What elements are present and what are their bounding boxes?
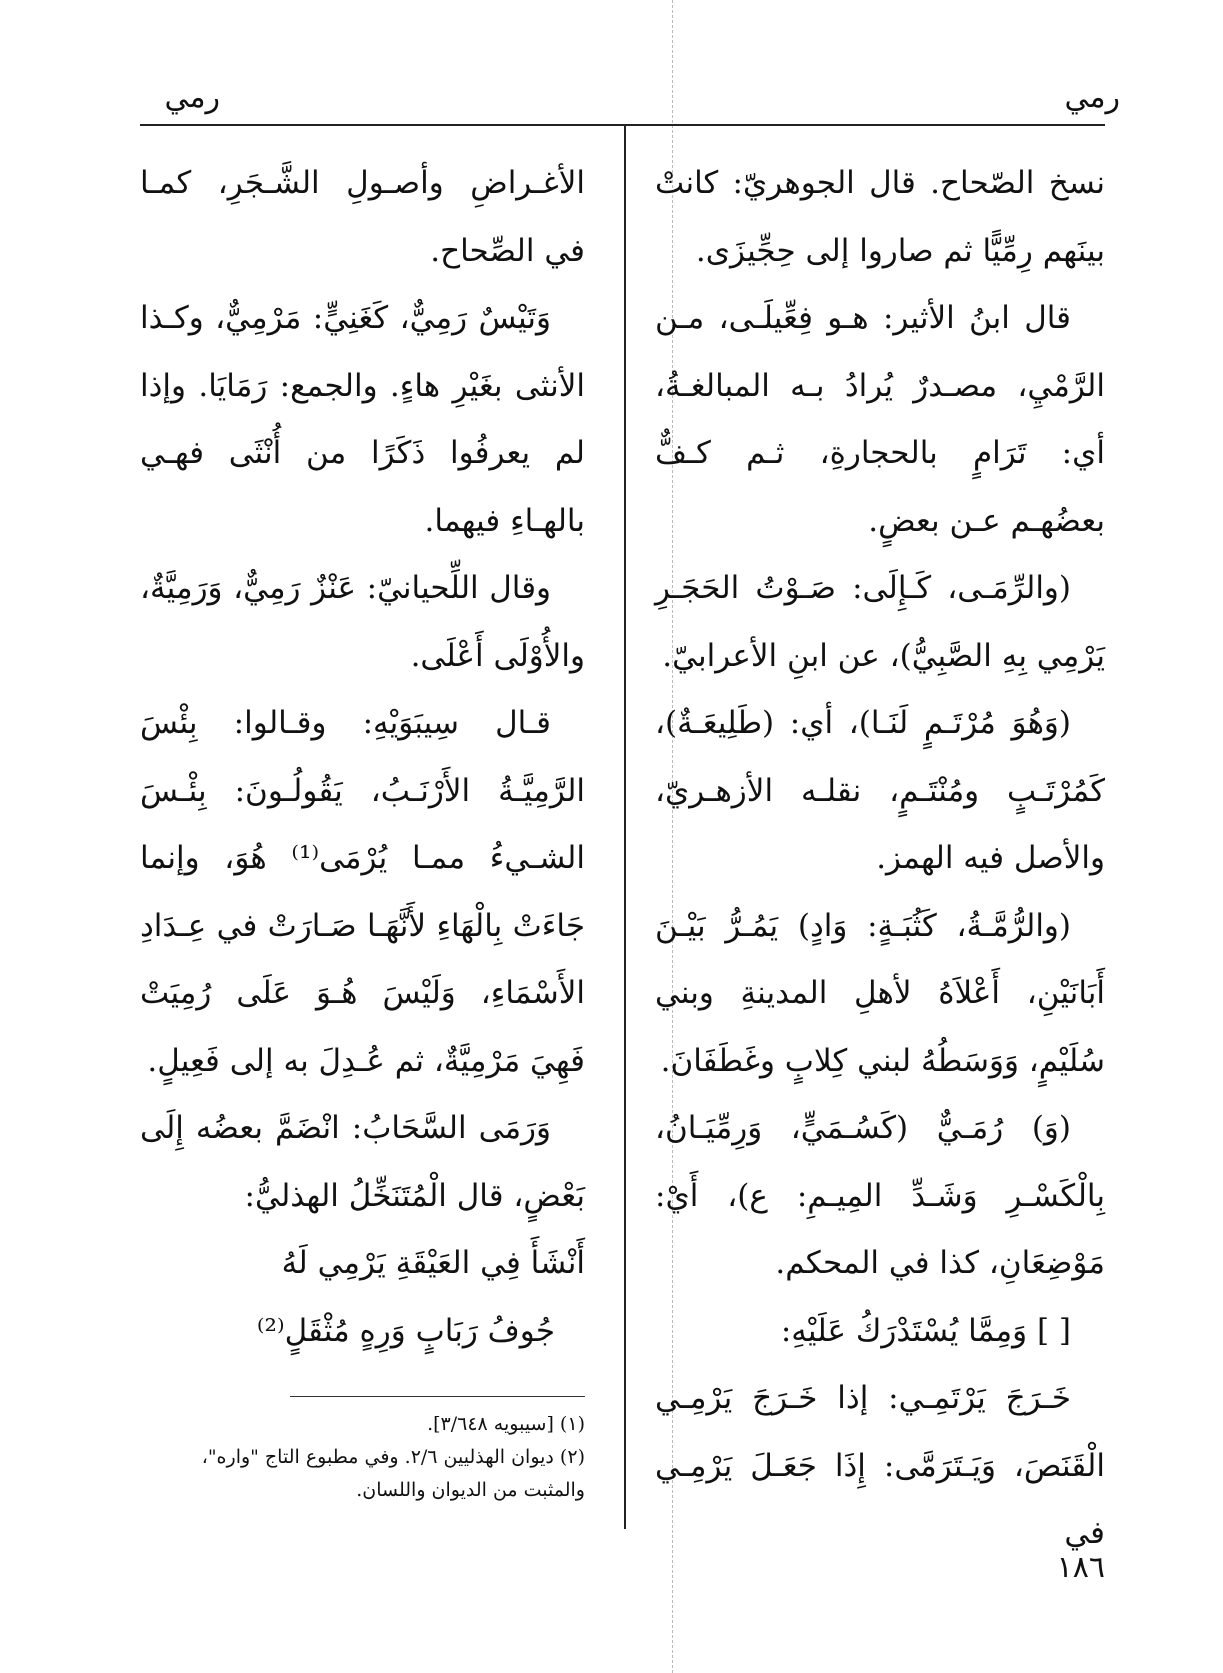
paragraph: (والرِّمَـى، كَـإِلَى: صَـوْتُ الحَجَـرِ يَرْمِي بِهِ الصَّبِيُّ)، عن ابنِ الأعرابيّ. (655, 570, 1105, 674)
poem-line: جُوفُ رَبَابٍ وَرِهٍ مُثْقَلٍ⁽²⁾ (256, 1312, 555, 1349)
running-header-right: رمي (1064, 80, 1120, 115)
running-header-left: رمي (164, 80, 220, 115)
paragraph: الأغـراضِ وأصـولِ الشَّـجَرِ، كمـا في الصِّحاح. (140, 165, 585, 269)
paragraph: (والرُّمَّـةُ، كَثُبَـةٍ: وَادٍ) يَمُـرُّ بَيْـنَ أَبَانَيْنِ، أَعْلاَهُ لأهلِ المدينةِ وبني سُلَيْمٍ، وَوَسَطُهُ لبني كِلابٍ وغَطَفَانَ. (655, 907, 1105, 1079)
column-divider (624, 124, 626, 1529)
poem-line: أَنْشَأَ فِي العَيْقَةِ يَرْمِي لَهُ (281, 1245, 585, 1281)
footnote: (٢) ديوان الهذليين ٢/٦. وفي مطبوع التاج "واره"، والمثبت من الديوان واللسان. (201, 1446, 585, 1501)
paragraph: وَتَيْسٌ رَمِيٌّ، كَغَنِيٍّ: مَرْمِيٌّ، وكـذا الأنثى بغَيْرِ هاءٍ. والجمع: رَمَايَا. وإذا لم يعرفُوا ذَكَرًا من أُنْثَى فهـي بالهـاءِ فيهما. (140, 300, 585, 539)
paragraph: وقال اللِّحيانيّ: عَنْزٌ رَمِيٌّ، وَرَمِيَّةٌ، والأُوْلَى أَعْلَى. (140, 570, 585, 674)
paragraph: وَرَمَى السَّحَابُ: انْضَمَّ بعضُه إِلَى بَعْضٍ، قال الْمُتَنَخِّلُ الهذليُّ: (140, 1110, 585, 1214)
page-number: ١٨٦ (1056, 1550, 1105, 1585)
paragraph: (وَ) رُمَـيٌّ (كَسُـمَيٍّ، وَرِمِّيَـانُ، بِالْكَسْـرِ وَشَـدِّ المِيـمِ: ع)، أَيْ: مَوْضِعَانِ، كذا في المحكم. (655, 1110, 1105, 1281)
header-rule (140, 124, 1105, 126)
footnote-rule (290, 1396, 585, 1397)
left-column (140, 150, 585, 1365)
footnotes (140, 1408, 585, 1507)
paragraph: قال ابنُ الأثير: هـو فِعِّيلَـى، مـن الرَّمْيِ، مصـدرٌ يُرادُ بـه المبالغـةُ، أي: تَرَامٍ بالحجارةِ، ثـم كـفٌّ بعضُهـم عـن بعضٍ. (655, 300, 1105, 539)
right-column (655, 150, 1105, 1568)
paragraph: [ ] وَمِمَّا يُسْتَدْرَكُ عَلَيْهِ: (780, 1312, 1071, 1349)
paragraph: نسخ الصّحاح. قال الجوهريّ: كانتْ بينَهم رِمِّيًّا ثم صاروا إلى حِجِّيزَى. (655, 165, 1105, 269)
paragraph: قـال سِيبَوَيْهِ: وقـالوا: بِئْسَ الرَّمِيَّـةُ الأَرْنَـبُ، يَقُولُـونَ: بِئْـسَ الشـيءُ ممـا يُرْمَى⁽¹⁾ هُوَ، وإنما جَاءَتْ بِالْهَاءِ لأَنَّهَـا صَـارَتْ في عِـدَادِ الأَسْمَاءِ، وَلَيْسَ هُـوَ عَلَى رُمِيَتْ فَهِيَ مَرْمِيَّةٌ، ثم عُـدِلَ به إلى فَعِيلٍ. (140, 705, 585, 1079)
footnote: (١) [سيبويه ٣/٦٤٨]. (427, 1413, 585, 1435)
paragraph: (وَهُوَ مُرْتَـمٍ لَنَـا)، أي: (طَلِيعَـةٌ)، كَمُرْتَـبٍ ومُنْتَـمٍ، نقلـه الأزهـريّ، والأصل فيه الهمز. (655, 705, 1105, 876)
paragraph: خَـرَجَ يَرْتَمِـي: إذا خَـرَجَ يَرْمِـي الْقَنَصَ، وَيَـتَرَمَّى: إِذَا جَعَـلَ يَرْمِـي في (655, 1380, 1105, 1551)
